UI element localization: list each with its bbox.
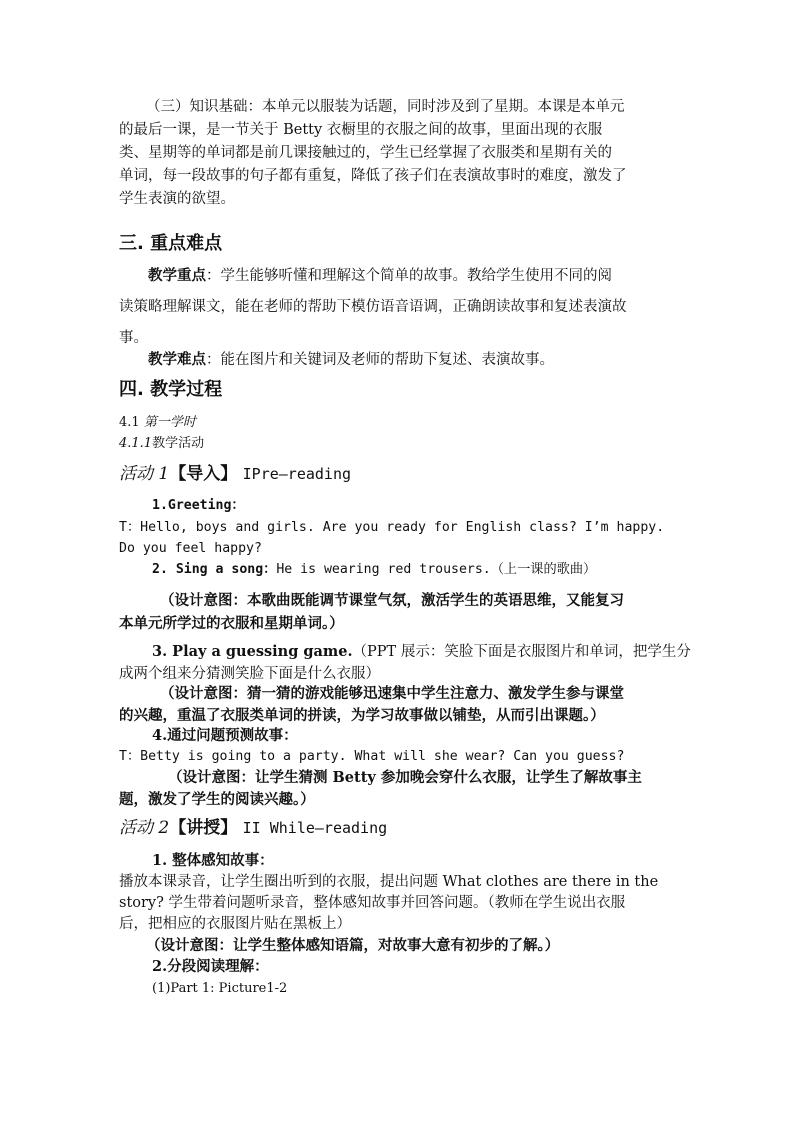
paragraph-line: 成两个组来分猜测笑脸下面是什么衣服） — [119, 666, 380, 682]
paragraph-line: 单词，每一段故事的句子都有重复，降低了孩子们在表演故事时的难度，激发了 — [119, 168, 627, 184]
dialogue-line: T：Hello, boys and girls. Are you ready for English class? I’m happy. — [119, 520, 665, 535]
dialogue-line: Do you feel happy? — [119, 541, 262, 556]
design-intent-line: 的兴趣，重温了衣服类单词的拼读，为学习故事做以铺垫，从而引出课题。） — [119, 707, 605, 724]
step-label: 2. Sing a song： — [152, 562, 277, 577]
step-text: He is wearing red trousers.（上一课的歌曲） — [276, 562, 597, 577]
key-points-label: 教学重点 — [148, 267, 206, 284]
design-intent-line: （设计意图：让学生整体感知语篇，对故事大意有初步的了解。） — [146, 937, 560, 954]
paragraph-line: 读策略理解课文，能在老师的帮助下模仿语音语调，正确朗读故事和复述表演故 — [119, 299, 627, 315]
activity-step: 1.Greeting： — [152, 498, 245, 513]
paragraph-line: 类、星期等的单词都是前几课接触过的，学生已经掌握了衣服类和星期有关的 — [119, 145, 612, 161]
activity-title: IPre—reading — [242, 465, 352, 483]
difficult-points-line — [148, 350, 554, 370]
activity-step — [152, 559, 596, 580]
activity-step: 4.通过问题预测故事： — [152, 727, 298, 744]
subsection-heading — [119, 413, 196, 433]
paragraph-line: （三）知识基础：本单元以服装为话题，同时涉及到了星期。本课是本单元 — [146, 99, 625, 115]
design-intent-line: 题，激发了学生的阅读兴趣。） — [119, 791, 315, 808]
subsection-title: 教学活动 — [152, 436, 205, 451]
paragraph-line: 播放本课录音，让学生圈出听到的衣服，提出问题 What clothes are there in the — [119, 874, 659, 890]
part-heading: (1)Part 1: Picture1-2 — [152, 981, 288, 996]
subsection-title: 第一学时 — [143, 415, 196, 430]
activity-heading — [119, 464, 351, 484]
activity-label: 活动 2 — [119, 818, 170, 838]
paragraph-line: 学生表演的欲望。 — [119, 191, 235, 207]
difficult-points-label: 教学难点 — [148, 351, 206, 368]
subsection-heading — [119, 434, 204, 454]
key-points-text: ：学生能够听懂和理解这个简单的故事。教给学生使用不同的阅 — [206, 268, 612, 284]
paragraph-line: story? 学生带着问题听录音，整体感知故事并回答问题。（教师在学生说出衣服 — [119, 895, 626, 911]
design-intent-line: （设计意图：本歌曲既能调节课堂气氛，激活学生的英语思维，又能复习 — [160, 592, 624, 609]
dialogue-line: T：Betty is going to a party. What will she wear? Can you guess? — [119, 749, 625, 764]
subsection-number: 4.1 — [119, 415, 140, 430]
section-heading: 三. 重点难点 — [119, 233, 223, 254]
step-text: （PPT 展示：笑脸下面是衣服图片和单词，把学生分 — [352, 644, 691, 660]
activity-title: II While—reading — [242, 819, 388, 837]
activity-step: 1. 整体感知故事： — [152, 852, 274, 869]
design-intent-line: （设计意图：猜一猜的游戏能够迅速集中学生注意力、激发学生参与课堂 — [160, 685, 624, 702]
step-label: 3. Play a guessing game. — [152, 643, 353, 660]
activity-step — [152, 642, 691, 662]
key-points-line — [148, 266, 612, 286]
activity-tag: 【讲授】 — [169, 818, 238, 838]
design-intent-line: 本单元所学过的衣服和星期单词。） — [119, 615, 344, 632]
difficult-points-text: ：能在图片和关键词及老师的帮助下复述、表演故事。 — [206, 352, 554, 368]
paragraph-line: 事。 — [119, 330, 148, 346]
section-heading: 四. 教学过程 — [119, 379, 223, 400]
paragraph-line: 后，把相应的衣服图片贴在黑板上） — [119, 916, 351, 932]
activity-tag: 【导入】 — [169, 464, 238, 484]
subsection-number: 4.1.1 — [119, 436, 153, 451]
activity-label: 活动 1 — [119, 464, 170, 484]
design-intent-line: （设计意图：让学生猜测 Betty 参加晚会穿什么衣服，让学生了解故事主 — [168, 769, 642, 786]
paragraph-line: 的最后一课，是一节关于 Betty 衣橱里的衣服之间的故事，里面出现的衣服 — [119, 122, 603, 138]
activity-step: 2.分段阅读理解： — [152, 958, 269, 975]
activity-heading — [119, 818, 387, 838]
